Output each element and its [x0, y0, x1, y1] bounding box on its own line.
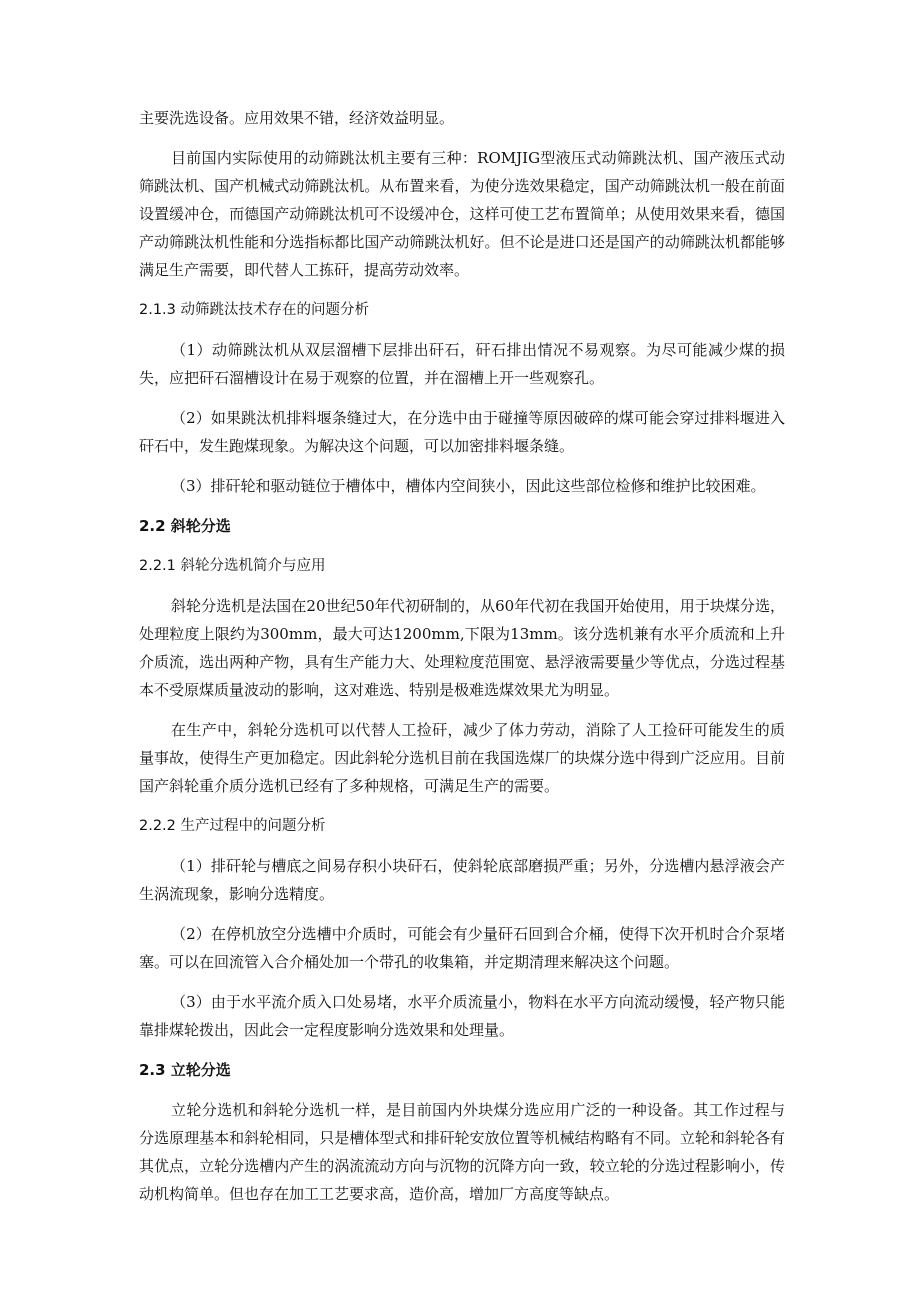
paragraph-inclined-wheel-intro: 斜轮分选机是法国在20世纪50年代初研制的，从60年代初在我国开始使用，用于块煤分选，处理粒度上限约为300mm，最大可达1200mm,下限为13mm。该分选机兼有水平介质流和上升介质流，选出两种产物，具有生产能力大、处理粒度范围宽、悬浮液需要量少等优点，分选过程基本不受原煤质量波动的影响，这对难选、特别是极难选煤效果尤为明显。	[139, 597, 785, 699]
section-heading-2-2-1: 2.2.1 斜轮分选机简介与应用	[139, 558, 326, 574]
section-heading-2-2-2: 2.2.2 生产过程中的问题分析	[139, 818, 326, 834]
paragraph-jig-types: 目前国内实际使用的动筛跳汰机主要有三种：ROMJIG型液压式动筛跳汰机、国产液压式动筛跳汰机、国产机械式动筛跳汰机。从布置来看，为使分选效果稳定，国产动筛跳汰机一般在前面设置缓冲仓，而德国产动筛跳汰机可不设缓冲仓，这样可使工艺布置简单；从使用效果来看，德国产动筛跳汰机性能和分选指标都比国产动筛跳汰机好。但不论是进口还是国产的动筛跳汰机都能够满足生产需要，即代替人工拣矸，提高劳动效率。	[139, 149, 785, 279]
paragraph-issue-2: （2）在停机放空分选槽中介质时，可能会有少量矸石回到合介桶，使得下次开机时合介泵堵塞。可以在回流管入合介桶处加一个带孔的收集箱，并定期清理来解决这个问题。	[139, 925, 785, 971]
section-heading-2-1-3: 2.1.3 动筛跳汰技术存在的问题分析	[139, 302, 370, 318]
paragraph-continuation: 主要洗选设备。应用效果不错，经济效益明显。	[139, 109, 455, 127]
paragraph-vertical-wheel: 立轮分选机和斜轮分选机一样，是目前国内外块煤分选应用广泛的一种设备。其工作过程与分选原理基本和斜轮相同，只是槽体型式和排矸轮安放位置等机械结构略有不同。立轮和斜轮各有其优点，立轮分选槽内产生的涡流流动方向与沉物的沉降方向一致，较立轮的分选过程影响小，传动机构简单。但也存在加工工艺要求高，造价高，增加厂方高度等缺点。	[139, 1101, 785, 1203]
paragraph-issue-1: （1）排矸轮与槽底之间易存积小块矸石，使斜轮底部磨损严重；另外，分选槽内悬浮液会产生涡流现象，影响分选精度。	[139, 857, 785, 903]
paragraph-problem-3: （3）排矸轮和驱动链位于槽体中，槽体内空间狭小，因此这些部位检修和维护比较困难。	[171, 477, 766, 495]
paragraph-issue-3: （3）由于水平流介质入口处易堵，水平介质流量小，物料在水平方向流动缓慢，轻产物只能靠排煤轮拨出，因此会一定程度影响分选效果和处理量。	[139, 993, 785, 1039]
section-heading-2-3: 2.3 立轮分选	[139, 1061, 231, 1079]
paragraph-problem-2: （2）如果跳汰机排料堰条缝过大，在分选中由于碰撞等原因破碎的煤可能会穿过排料堰进入矸石中，发生跑煤现象。为解决这个问题，可以加密排料堰条缝。	[139, 409, 785, 455]
section-heading-2-2: 2.2 斜轮分选	[139, 517, 231, 535]
paragraph-problem-1: （1）动筛跳汰机从双层溜槽下层排出矸石，矸石排出情况不易观察。为尽可能减少煤的损失，应把矸石溜槽设计在易于观察的位置，并在溜槽上开一些观察孔。	[139, 341, 785, 387]
paragraph-inclined-wheel-production: 在生产中，斜轮分选机可以代替人工捡矸，减少了体力劳动，消除了人工捡矸可能发生的质量事故，使得生产更加稳定。因此斜轮分选机目前在我国选煤厂的块煤分选中得到广泛应用。目前国产斜轮重介质分选机已经有了多种规格，可满足生产的需要。	[139, 721, 785, 795]
document-page	[139, 104, 785, 1220]
